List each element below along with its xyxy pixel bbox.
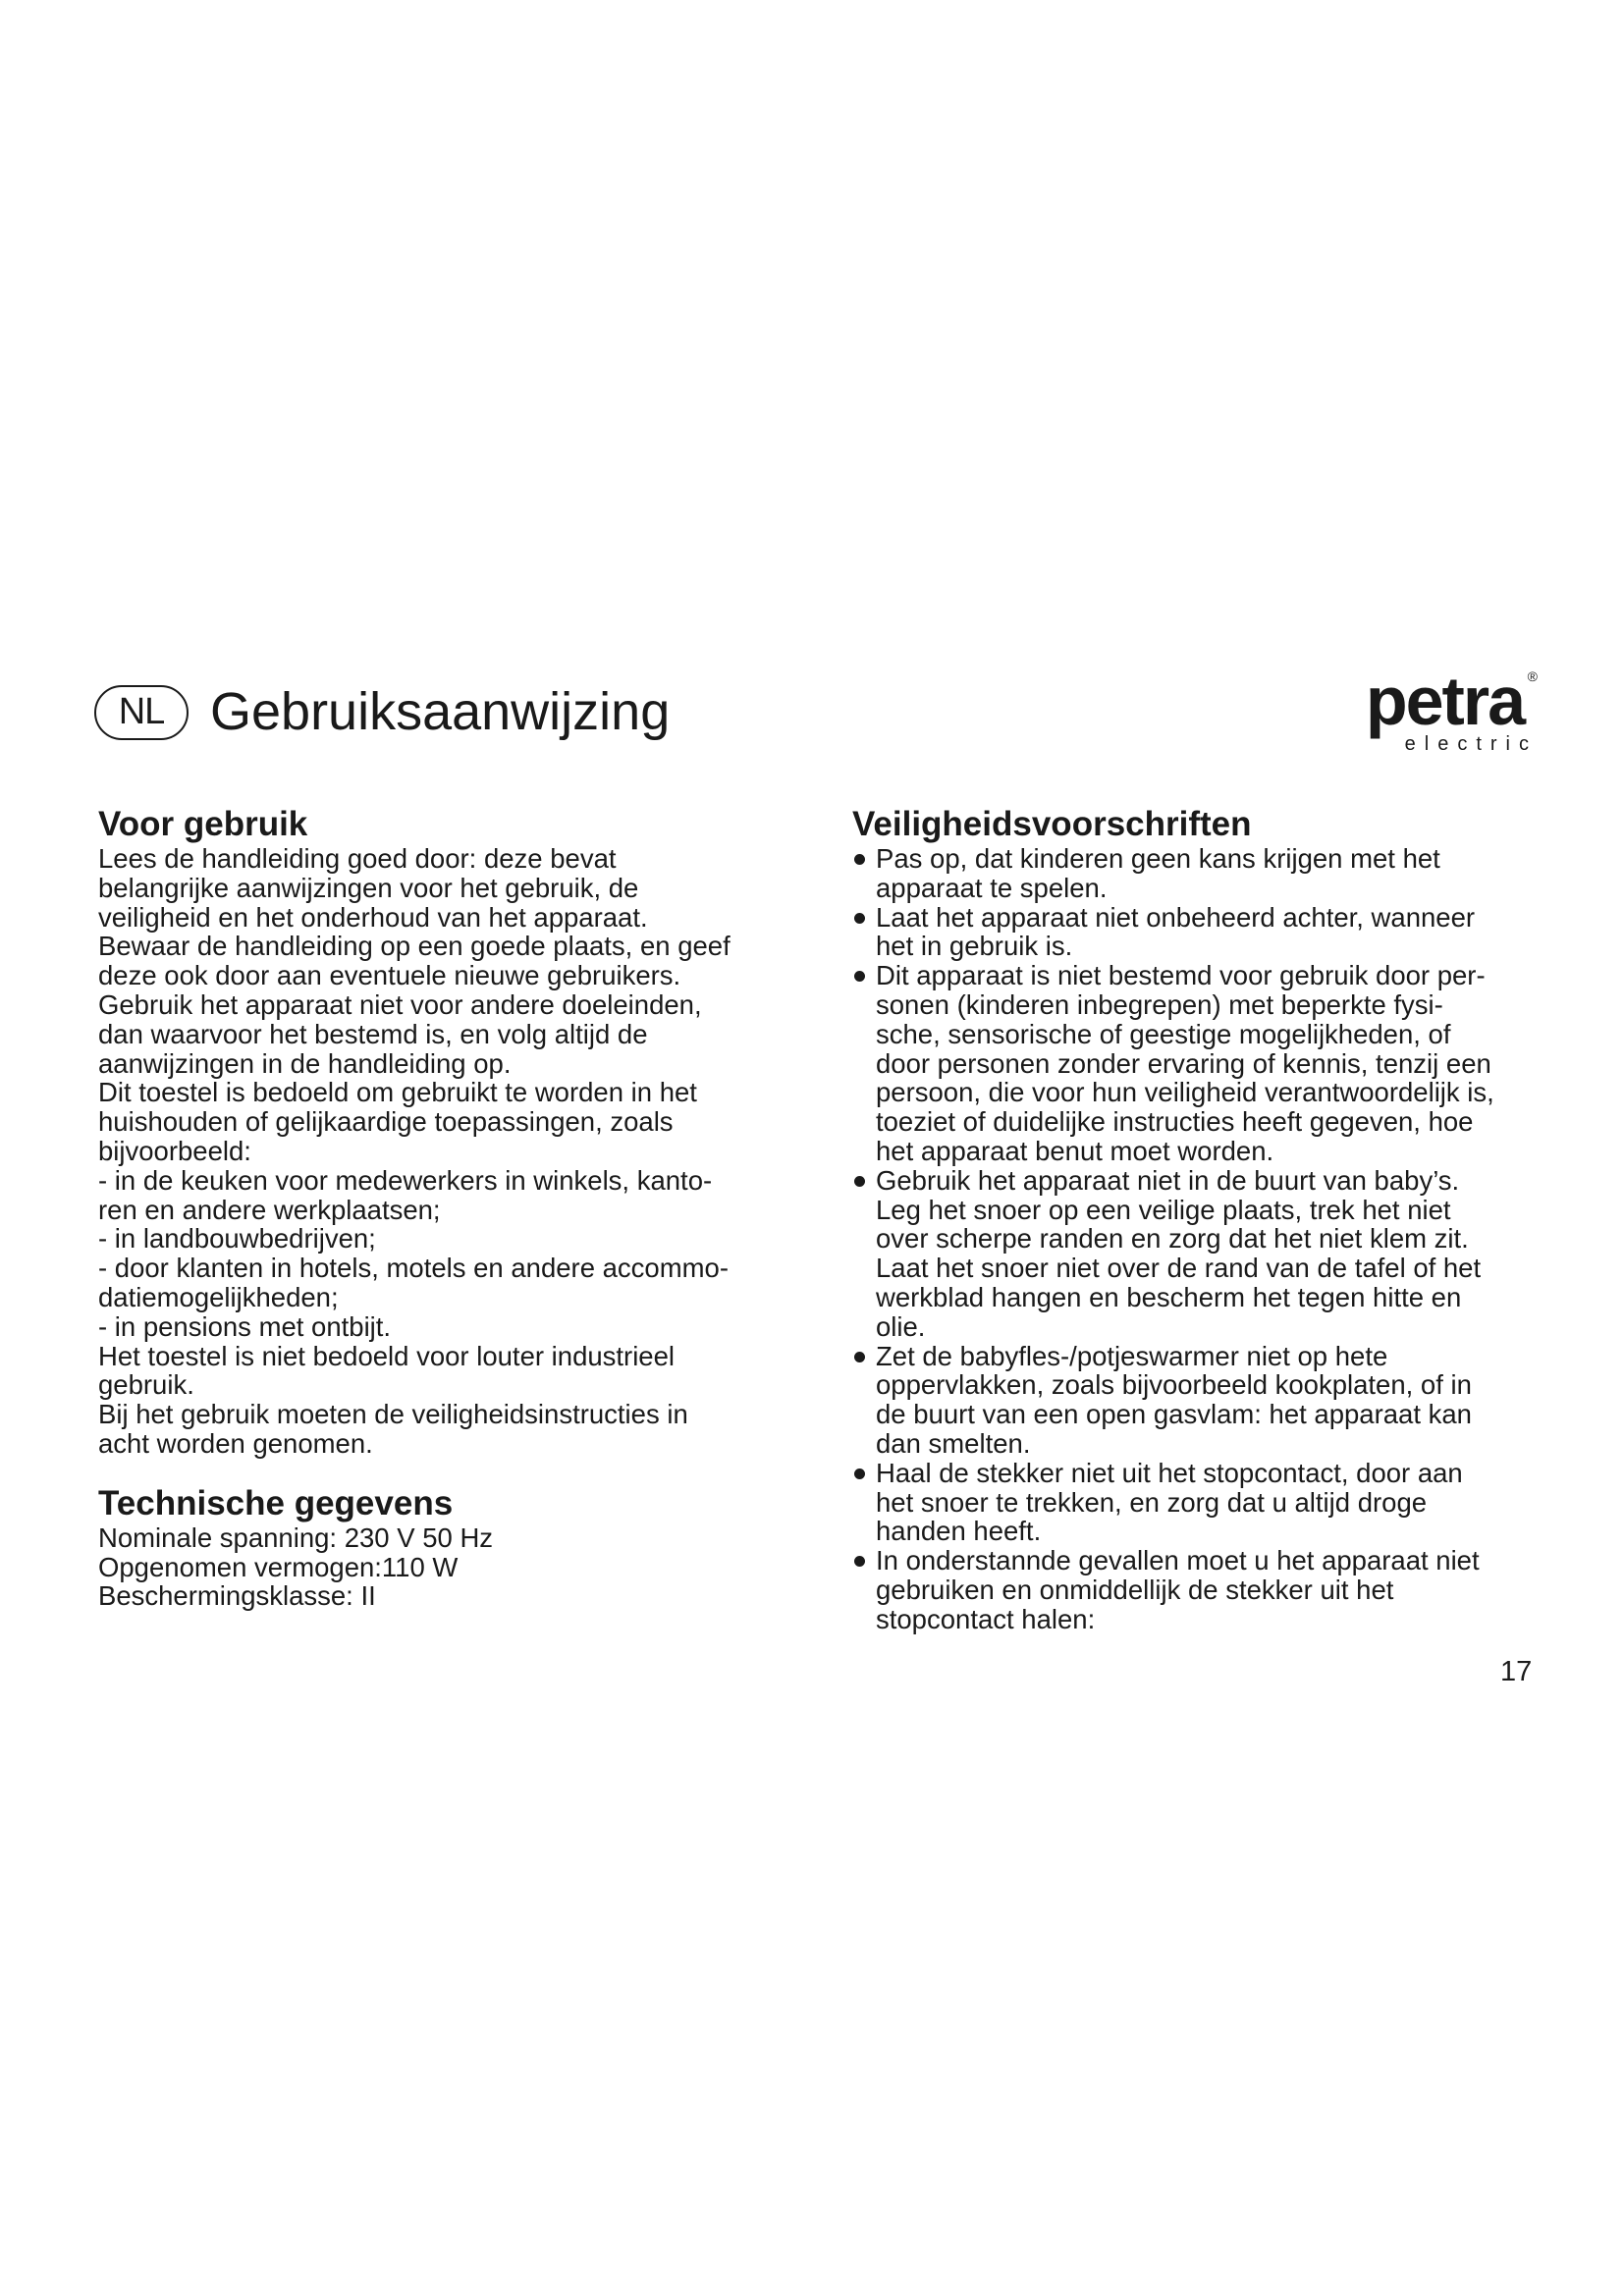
spec-line: Beschermingsklasse: II	[98, 1580, 376, 1612]
safety-list	[852, 844, 1540, 1634]
bullet-icon	[854, 1556, 865, 1567]
list-item	[852, 1166, 1540, 1342]
list-item-text: Dit apparaat is niet bestemd voor gebruik door per- sonen (kinderen inbegrepen) met beperkte fysi- sche, sensorische of geestige mogelijkheden, of door personen zonder ervaring of kennis, tenzij een persoon, die voor hun veiligheid verantwoordelijk is, toeziet of duidelijke instructies heeft gegeven, hoe het apparaat benut moet worden.	[876, 960, 1494, 1166]
brand-logo	[1341, 663, 1538, 766]
left-column	[98, 805, 776, 1611]
document-title: Gebruiksaanwijzing	[210, 682, 671, 741]
list-item-text: Gebruik het apparaat niet in de buurt van baby’s. Leg het snoer op een veilige plaats, trek het niet over scherpe randen en zorg dat het niet klem zit. Laat het snoer niet over de rand van de tafel of het werkblad hangen en bescherm het tegen hitte en olie.	[876, 1164, 1482, 1342]
list-item-text: Laat het apparaat niet onbeheerd achter, wanneer het in gebruik is.	[876, 901, 1476, 962]
list-item-text: In onderstannde gevallen moet u het apparaat niet gebruiken en onmiddellijk de stekker uit het stopcontact halen:	[876, 1545, 1480, 1634]
section-heading: Voor gebruik	[98, 805, 308, 843]
list-item	[852, 1459, 1540, 1546]
section-technische-gegevens	[98, 1484, 776, 1611]
section-heading: Technische gegevens	[98, 1483, 454, 1522]
logo-subtitle: electric	[1404, 733, 1538, 755]
bullet-icon	[854, 971, 865, 982]
list-item	[852, 844, 1540, 903]
list-item	[852, 903, 1540, 962]
bullet-icon	[854, 1468, 865, 1479]
spec-line: Nominale spanning: 230 V 50 Hz	[98, 1522, 494, 1553]
list-item-text: Zet de babyfles-/potjeswarmer niet op hete oppervlakken, zoals bijvoorbeeld kookplaten, of in de buurt van een open gasvlam: het apparaat kan dan smelten.	[876, 1340, 1472, 1459]
list-item-text: Haal de stekker niet uit het stopcontact, door aan het snoer te trekken, en zorg dat u altijd droge handen heeft.	[876, 1457, 1463, 1547]
bullet-icon	[854, 1352, 865, 1362]
section-heading: Veiligheidsvoorschriften	[852, 805, 1252, 843]
spec-line: Opgenomen vermogen:110 W	[98, 1551, 459, 1582]
list-item-text: Pas op, dat kinderen geen kans krijgen met het apparaat te spelen.	[876, 843, 1440, 903]
section-veiligheidsvoorschriften	[852, 805, 1540, 1634]
section-body: Lees de handleiding goed door: deze bevat belangrijke aanwijzingen voor het gebruik, de veiligheid en het onderhoud van het apparaat. Bewaar de handleiding op een goede plaats, en geef deze ook door aan eventuele nieuwe gebruikers. Gebruik het apparaat niet voor andere doeleinden, dan waarvoor het bestemd is, en volg altijd de aanwijzingen in de handleiding op. Dit toestel is bedoeld om gebruikt te worden in het huishouden of gelijkaardige toepassingen, zoals bijvoorbeeld: - in de keuken voor medewerkers in winkels, kanto- ren en andere werkplaatsen; - in landbouwbedrijven; - door klanten in hotels, motels en andere accommo- datiemogelijkheden; - in pensions met ontbijt. Het toestel is niet bedoeld voor louter industrieel gebruik. Bij het gebruik moeten de veiligheidsinstructies in acht worden genomen.	[98, 843, 731, 1459]
bullet-icon	[854, 1176, 865, 1187]
right-column	[852, 805, 1540, 1634]
language-badge: NL	[94, 685, 189, 740]
page-number: 17	[1500, 1656, 1533, 1687]
page-header	[94, 663, 1538, 775]
logo-brand: petra	[1365, 663, 1524, 739]
section-voor-gebruik	[98, 805, 776, 1459]
bullet-icon	[854, 854, 865, 865]
bullet-icon	[854, 913, 865, 924]
list-item	[852, 961, 1540, 1166]
logo-registered-mark: ®	[1527, 668, 1538, 684]
list-item	[852, 1546, 1540, 1633]
list-item	[852, 1342, 1540, 1459]
